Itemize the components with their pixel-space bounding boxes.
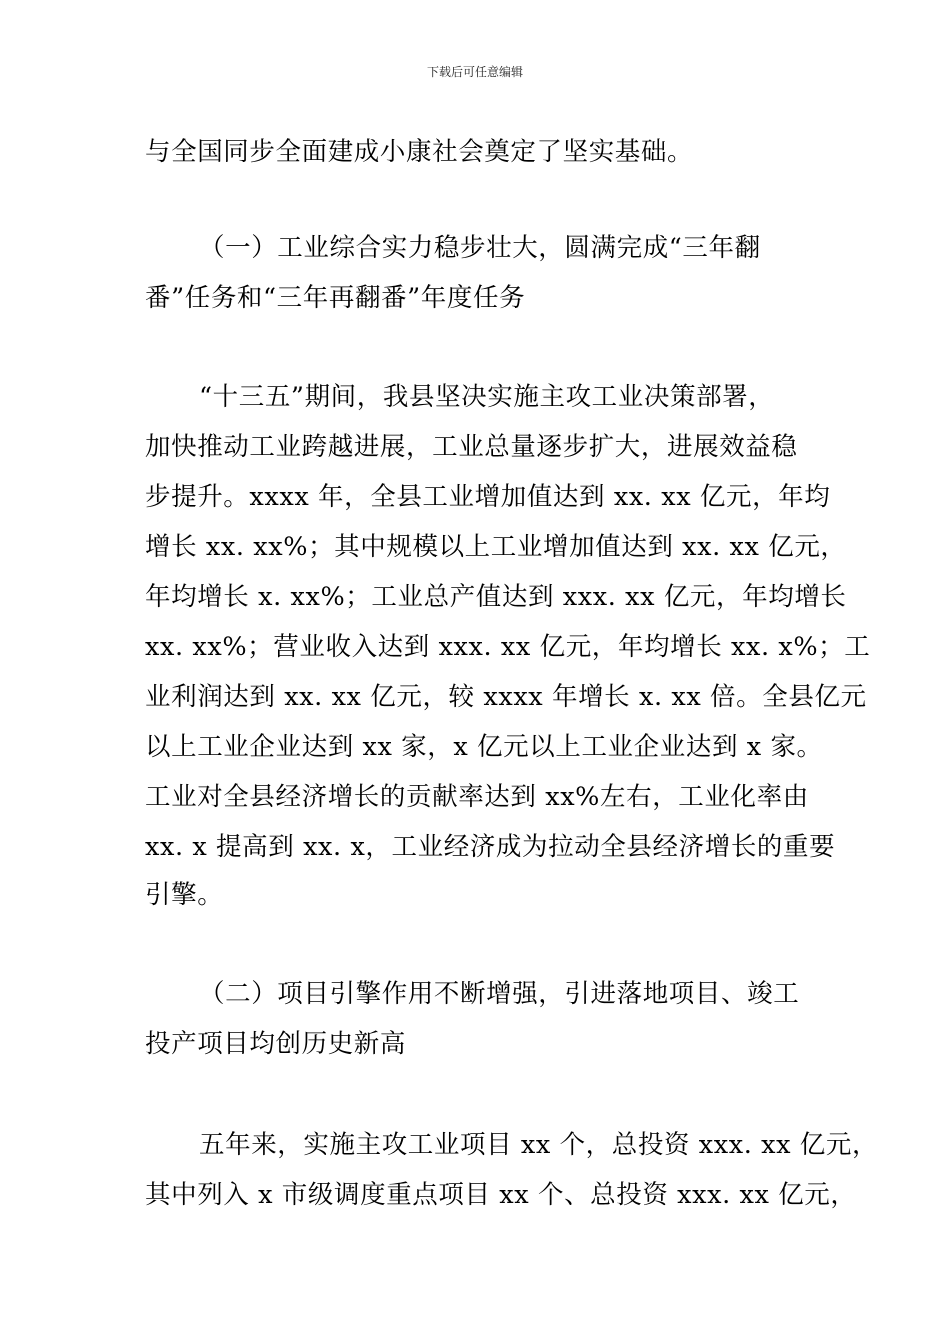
- paragraph-line: 以上工业企业达到 xx 家，x 亿元以上工业企业达到 x 家。: [145, 732, 823, 762]
- section-heading-1-line-1: （一）工业综合实力稳步壮大，圆满完成“三年翻: [199, 233, 761, 263]
- page-header-note: 下载后可任意编辑: [426, 65, 523, 79]
- paragraph-line: 步提升。xxxx 年，全县工业增加值达到 xx. xx 亿元，年均: [145, 482, 831, 512]
- paragraph-line: 加快推动工业跨越进展，工业总量逐步扩大，进展效益稳: [145, 432, 798, 462]
- paragraph-line: 五年来，实施主攻工业项目 xx 个，总投资 xxx. xx 亿元，: [199, 1130, 879, 1160]
- section-heading-2-line-2: 投产项目均创历史新高: [145, 1029, 407, 1059]
- paragraph-line: 其中列入 x 市级调度重点项目 xx 个、总投资 xxx. xx 亿元，: [145, 1180, 857, 1210]
- paragraph-line: 工业对全县经济增长的贡献率达到 xx%左右，工业化率由: [145, 782, 809, 812]
- paragraph-line: xx. xx%；营业收入达到 xxx. xx 亿元，年均增长 xx. x%；工: [145, 632, 871, 662]
- paragraph-line: 与全国同步全面建成小康社会奠定了坚实基础。: [145, 137, 694, 167]
- paragraph-line: xx. x 提高到 xx. x，工业经济成为拉动全县经济增长的重要: [145, 832, 836, 862]
- section-heading-2-line-1: （二）项目引擎作用不断增强，引进落地项目、竣工: [199, 979, 800, 1009]
- paragraph-line: “十三五”期间，我县坚决实施主攻工业决策部署，: [199, 382, 775, 412]
- paragraph-line: 引擎。: [145, 880, 224, 910]
- paragraph-line: 业利润达到 xx. xx 亿元，较 xxxx 年增长 x. xx 倍。全县亿元: [145, 682, 867, 712]
- paragraph-line: 增长 xx. xx%；其中规模以上工业增加值达到 xx. xx 亿元，: [145, 532, 847, 562]
- section-heading-1-line-2: 番”任务和“三年再翻番”年度任务: [145, 283, 526, 313]
- paragraph-line: 年均增长 x. xx%；工业总产值达到 xxx. xx 亿元，年均增长: [145, 582, 847, 612]
